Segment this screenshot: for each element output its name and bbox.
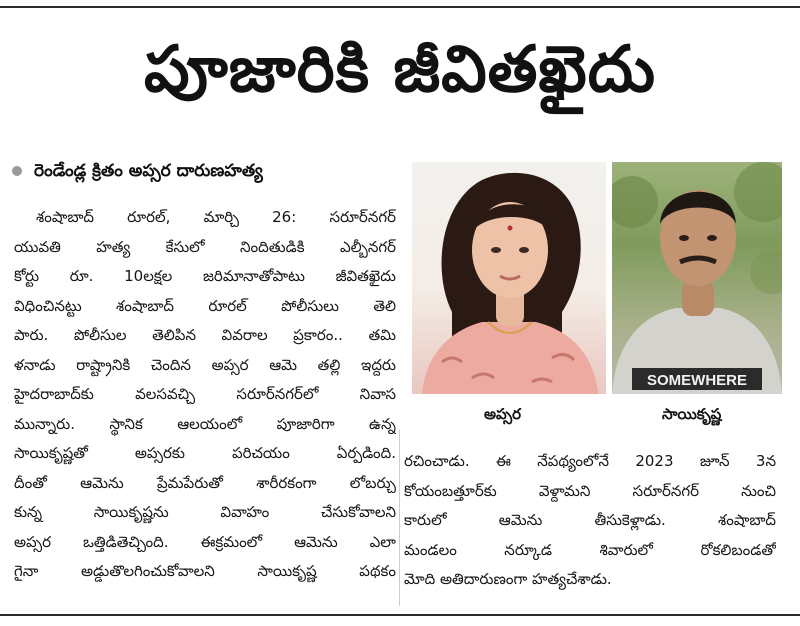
article-body-right [404, 447, 776, 595]
body-line: హైదరాబాద్‌కు వలసవచ్చి సరూర్‌నగర్‌లో నివాస [14, 385, 396, 403]
body-line: పారు. పోలీసుల తెలిపిన వివరాల ప్రకారం.. తమి [14, 326, 396, 344]
headline: పూజారికి జీవితఖైదు [143, 33, 657, 107]
bottom-rule [0, 614, 800, 616]
body-line: ళనాడు రాష్ట్రానికి చెందిన అప్సర ఆమె తల్లి ఇద్దరు [14, 355, 396, 374]
body-line: రచించాడు. ఈ నేపథ్యంలోనే 2023 జూన్ 3న [404, 452, 776, 470]
body-line: విధించినట్టు శంషాబాద్ రూరల్ పోలీసులు తెలి [14, 296, 396, 315]
body-line: కోర్టు రూ. 10లక్షల జరిమానాతోపాటు జీవితఖైదు [14, 267, 396, 285]
body-line: గైనా అడ్డుతొలగించుకోవాలని సాయికృష్ణ పథకం [14, 562, 396, 580]
column-divider [399, 430, 400, 606]
caption-saikrishna: సాయికృష్ణ [662, 405, 722, 423]
body-line: కారులో ఆమెను తీసుకెళ్లాడు. శంషాబాద్ [404, 511, 776, 529]
body-line: సాయికృష్ణతో అప్సరకు పరిచయం ఏర్పడింది. [14, 444, 396, 462]
saikrishna-portrait-icon [612, 162, 782, 394]
apsara-portrait-icon [412, 162, 606, 394]
caption-apsara: అప్సర [484, 405, 521, 423]
body-line: శంషాబాద్ రూరల్, మార్చి 26: సరూర్‌నగర్ [36, 208, 396, 226]
body-line: మండలం నర్కూడ శివారులో రోకలిబండతో [404, 540, 776, 559]
article-body-left [14, 203, 396, 587]
body-line: యువతి హత్య కేసులో నిందితుడికి ఎల్బీనగర్ [14, 237, 396, 256]
body-line: కోయంబత్తూర్‌కు వెళ్దామని సరూర్‌నగర్ నుంచి [404, 481, 776, 500]
apsara-photo [412, 162, 606, 394]
subheadline [12, 158, 263, 184]
shirt-text: SOMEWHERE [646, 372, 748, 389]
body-line: మున్నారు. స్థానిక ఆలయంలో పూజారిగా ఉన్న [14, 414, 396, 433]
saikrishna-photo [612, 162, 782, 394]
body-line: దీంతో ఆమెను ప్రేమపేరుతో శారీరకంగా లోబర్చు [14, 473, 396, 492]
subheadline-text: రెండేండ్ల క్రితం అప్సర దారుణహత్య [34, 161, 263, 181]
bullet-icon [12, 166, 22, 176]
body-line: అప్సర ఒత్తిడితెచ్చింది. ఈక్రమంలో ఆమెను ఎలా [14, 532, 396, 551]
top-rule [0, 6, 800, 8]
body-line: కున్న సాయికృష్ణను వివాహం చేసుకోవాలని [14, 503, 396, 521]
body-line: మోది అతిదారుణంగా హత్యచేశాడు. [404, 570, 612, 588]
